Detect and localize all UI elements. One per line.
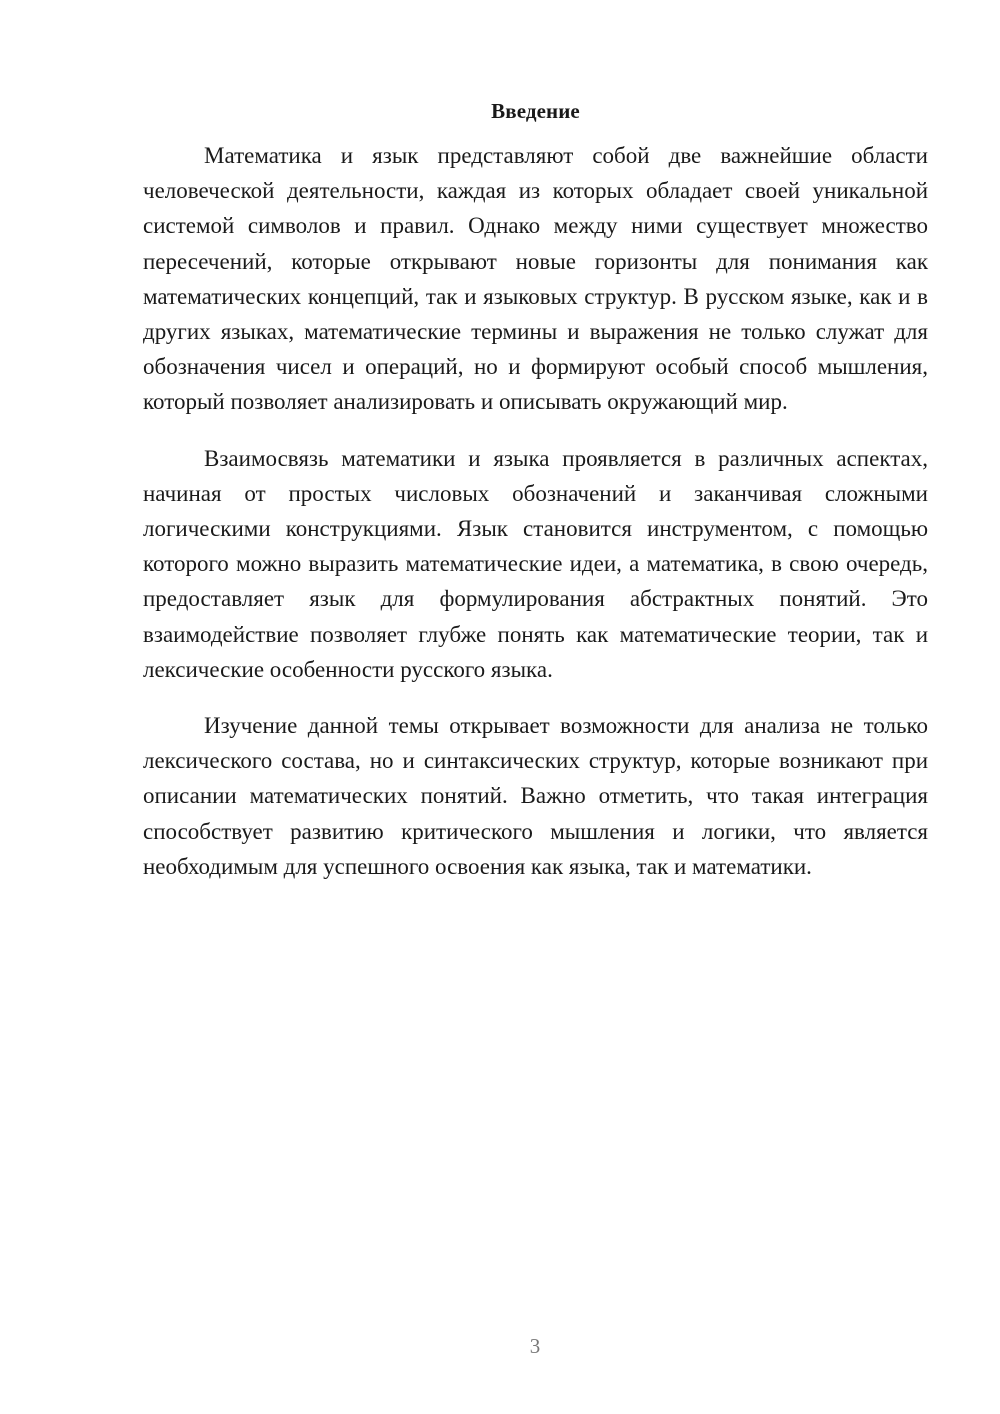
paragraph-1: Математика и язык представляют собой две важнейшие области человеческой деятельности, каждая из которых обладает своей уникальной системой символов и правил. Однако между ними существует множество пересечений, которые открывают новые горизонты для понимания как математических концепций, так и языковых структур. В русском языке, как и в других языках, математические термины и выражения не только служат для обозначения чисел и операций, но и формируют особый способ мышления, который позволяет анализировать и описывать окружающий мир. <box>143 143 928 415</box>
paragraph-3: Изучение данной темы открывает возможности для анализа не только лексического состава, но и синтаксических структур, которые возникают при описании математических понятий. Важно отметить, что такая интеграция способствует развитию критического мышления и логики, что является необходимым для успешного освоения как языка, так и математики. <box>143 713 928 879</box>
page-number: 3 <box>529 1334 541 1358</box>
paragraph-2: Взаимосвязь математики и языка проявляется в различных аспектах, начиная от простых числовых обозначений и заканчивая сложными логическими конструкциями. Язык становится инструментом, с помощью которого можно выразить математические идеи, а математика, в свою очередь, предоставляет язык для формулирования абстрактных понятий. Это взаимодействие позволяет глубже понять как математические теории, так и лексические особенности русского языка. <box>143 445 928 682</box>
section-title: Введение <box>491 99 580 123</box>
page-content <box>143 96 928 905</box>
